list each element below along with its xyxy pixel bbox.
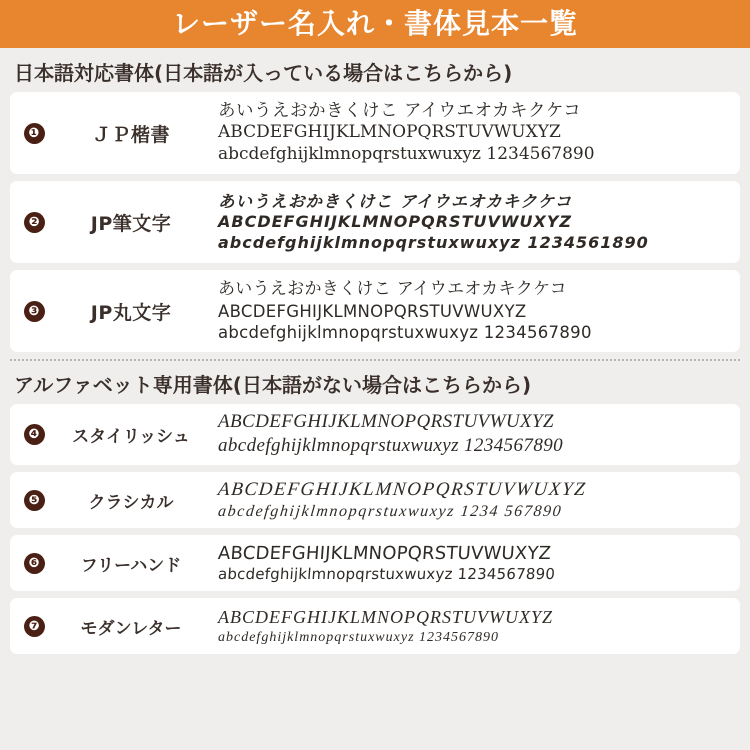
font-sample-stylish <box>212 410 732 459</box>
page-title: レーザー名入れ・書体見本一覧 <box>171 7 578 40</box>
font-row-jp-fude[interactable] <box>10 181 740 263</box>
font-name-jp-fude: JP筆文字 <box>90 212 172 235</box>
sample-line-uppercase: ABCDEFGHIJKLMNOPQRSTUVWUXYZ <box>218 301 527 321</box>
font-row-stylish[interactable] <box>10 404 740 465</box>
font-number-badge-6 <box>18 553 50 574</box>
sample-line-lowercase: abcdefghijklmnopqrstuxwuxyz 1234567890 <box>218 322 592 342</box>
font-number-badge-1 <box>18 123 50 144</box>
sample-line-uppercase: ABCDEFGHIJKLMNOPQRSTUVWUXYZ <box>217 543 552 565</box>
sample-line-lowercase: abcdefghijklmnopqrstuxwuxyz 1234567890 <box>218 629 500 645</box>
sample-line-uppercase: ABCDEFGHIJKLMNOPQRSTUVWUXYZ <box>218 411 554 432</box>
sample-line-lowercase: abcdefghijklmnopqrstuxwuxyz 1234 567890 <box>217 502 564 520</box>
font-number-badge-3 <box>18 301 50 322</box>
sample-line-uppercase: ABCDEFGHIJKLMNOPQRSTUVWUXYZ <box>218 122 561 143</box>
section-heading-japanese: 日本語対応書体(日本語が入っている場合はこちらから) <box>14 61 513 85</box>
font-row-freehand[interactable] <box>10 535 740 591</box>
font-list-alphabet <box>0 404 750 654</box>
font-sample-jp-kaisho <box>212 100 732 166</box>
font-name-jp-kaisho: ＪＰ楷書 <box>91 123 170 146</box>
font-number-badge-7 <box>18 616 50 637</box>
font-number-badge-4 <box>18 424 50 445</box>
badge-number: ❶ <box>24 123 45 144</box>
font-sample-freehand <box>212 542 732 584</box>
font-name-classical: クラシカル <box>88 492 174 513</box>
font-list-japanese <box>0 92 750 352</box>
sample-line-kana: あいうえおかきくけこ アイウエオカキクケコ <box>218 101 582 122</box>
badge-number: ❷ <box>24 212 45 233</box>
sample-line-kana: あいうえおかきくけこ アイウエオカキクケコ <box>218 279 567 300</box>
font-row-jp-maru[interactable] <box>10 270 740 352</box>
sample-line-lowercase: abcdefghijklmnopqrstuxwuxyz 1234561890 <box>218 232 649 252</box>
page-header <box>0 0 750 48</box>
font-number-badge-5 <box>18 490 50 511</box>
font-name-stylish: スタイリッシュ <box>72 426 190 447</box>
sample-line-kana: あいうえおかきくけこ アイウエオカキクケコ <box>218 191 573 211</box>
sample-line-uppercase: ABCDEFGHIJKLMNOPQRSTUVWUXYZ <box>218 606 553 627</box>
font-row-jp-kaisho[interactable] <box>10 92 740 174</box>
badge-number: ❸ <box>24 301 45 322</box>
font-number-badge-2 <box>18 212 50 233</box>
font-row-modern-letter[interactable] <box>10 598 740 654</box>
sample-line-uppercase: ABCDEFGHIJKLMNOPQRSTUVWUXYZ <box>216 478 588 500</box>
font-sample-jp-maru <box>212 279 732 343</box>
sample-line-lowercase: abcdefghijklmnopqrstuxwuxyz 1234567890 <box>217 565 556 584</box>
section-heading-alphabet: アルファベット専用書体(日本語がない場合はこちらから) <box>14 373 532 397</box>
bottom-spacer <box>0 661 750 667</box>
sample-line-lowercase: abcdefghijklmnopqrstuxwuxyz 1234567890 <box>218 435 564 457</box>
font-sample-classical <box>212 478 732 523</box>
badge-number: ❻ <box>24 553 45 574</box>
font-sample-jp-fude <box>212 191 732 253</box>
badge-number: ❼ <box>24 616 45 637</box>
font-name-modern-letter: モダンレター <box>80 618 182 639</box>
badge-number: ❹ <box>24 424 45 445</box>
font-name-jp-maru: JP丸文字 <box>90 301 172 324</box>
font-sample-modern-letter <box>212 606 732 647</box>
sample-line-lowercase: abcdefghijklmnopqrstuxwuxyz 1234567890 <box>218 144 595 165</box>
badge-number: ❺ <box>24 490 45 511</box>
font-row-classical[interactable] <box>10 472 740 529</box>
sample-line-uppercase: ABCDEFGHIJKLMNOPQRSTUVWUXYZ <box>218 212 573 232</box>
font-name-freehand: フリーハンド <box>80 555 182 576</box>
